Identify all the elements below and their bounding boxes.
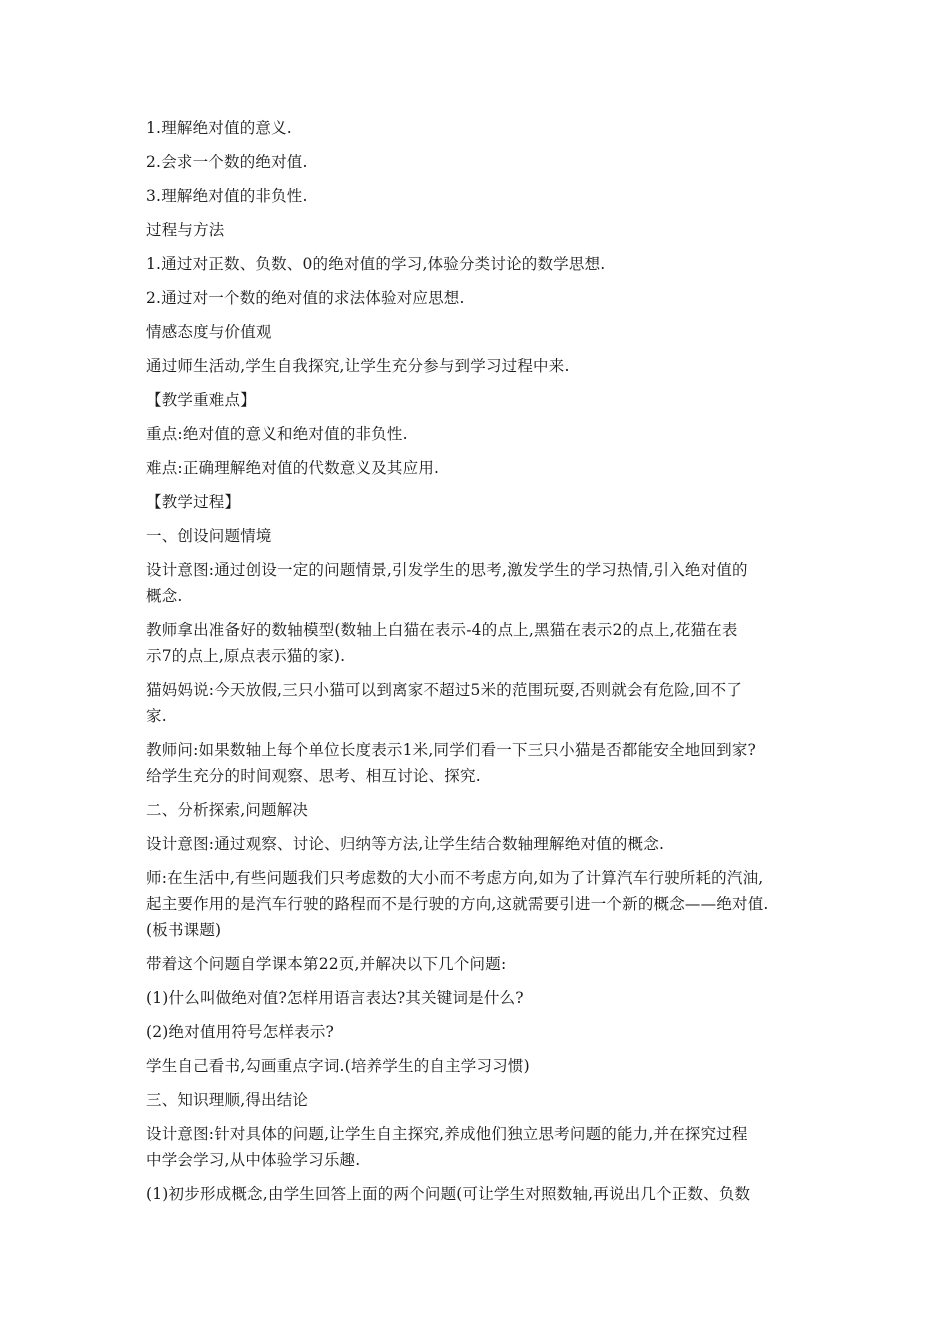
section-3-heading: 三、知识理顺,得出结论 [146,1091,309,1109]
objective-1: 1.理解绝对值的意义. [146,119,292,137]
teacher-explain-line-2: 起主要作用的是汽车行驶的路程而不是行驶的方向,这就需要引进一个新的概念——绝对值. [146,895,769,913]
heading-teaching-process: 【教学过程】 [146,493,241,511]
method-1: 1.通过对正数、负数、0的绝对值的学习,体验分类讨论的数学思想. [146,255,606,273]
objective-3: 3.理解绝对值的非负性. [146,187,308,205]
concept-formation-line: (1)初步形成概念,由学生回答上面的两个问题(可让学生对照数轴,再说出几个正数、负数 [146,1185,751,1203]
document-page [146,118,816,1218]
teacher-question-line-1: 教师问:如果数轴上每个单位长度表示1米,同学们看一下三只小猫是否都能安全地回到家? [146,741,757,759]
student-reading: 学生自己看书,勾画重点字词.(培养学生的自主学习习惯) [146,1057,530,1075]
heading-process-method: 过程与方法 [146,221,225,239]
cat-mother-line-1: 猫妈妈说:今天放假,三只小猫可以到离家不超过5米的范围玩耍,否则就会有危险,回不了 [146,681,743,699]
section-2-heading: 二、分析探索,问题解决 [146,801,309,819]
question-1: (1)什么叫做绝对值?怎样用语言表达?其关键词是什么? [146,989,524,1007]
method-2: 2.通过对一个数的绝对值的求法体验对应思想. [146,289,465,307]
design-intent-1-line-1: 设计意图:通过创设一定的问题情景,引发学生的思考,激发学生的学习热情,引入绝对值的 [146,561,748,579]
heading-key-points: 【教学重难点】 [146,391,256,409]
section-1-heading: 一、创设问题情境 [146,527,272,545]
heading-attitude-values: 情感态度与价值观 [146,323,272,341]
teacher-model-line-1: 教师拿出准备好的数轴模型(数轴上白猫在表示-4的点上,黑猫在表示2的点上,花猫在表 [146,621,738,639]
design-intent-3-line-2: 中学会学习,从中体验学习乐趣. [146,1151,361,1169]
attitude-text: 通过师生活动,学生自我探究,让学生充分参与到学习过程中来. [146,357,570,375]
cat-mother-line-2: 家. [146,707,167,725]
teacher-explain-line-3: (板书课题) [146,921,222,939]
objective-2: 2.会求一个数的绝对值. [146,153,308,171]
design-intent-1-line-2: 概念. [146,587,183,605]
design-intent-2: 设计意图:通过观察、讨论、归纳等方法,让学生结合数轴理解绝对值的概念. [146,835,665,853]
difficult-point: 难点:正确理解绝对值的代数意义及其应用. [146,459,440,477]
design-intent-3-line-1: 设计意图:针对具体的问题,让学生自主探究,养成他们独立思考问题的能力,并在探究过程 [146,1125,748,1143]
key-point: 重点:绝对值的意义和绝对值的非负性. [146,425,408,443]
teacher-model-line-2: 示7的点上,原点表示猫的家). [146,647,346,665]
self-study-prompt: 带着这个问题自学课本第22页,并解决以下几个问题: [146,955,507,973]
teacher-explain-line-1: 师:在生活中,有些问题我们只考虑数的大小而不考虑方向,如为了计算汽车行驶所耗的汽油, [146,869,764,887]
question-2: (2)绝对值用符号怎样表示? [146,1023,335,1041]
teacher-question-line-2: 给学生充分的时间观察、思考、相互讨论、探究. [146,767,481,785]
